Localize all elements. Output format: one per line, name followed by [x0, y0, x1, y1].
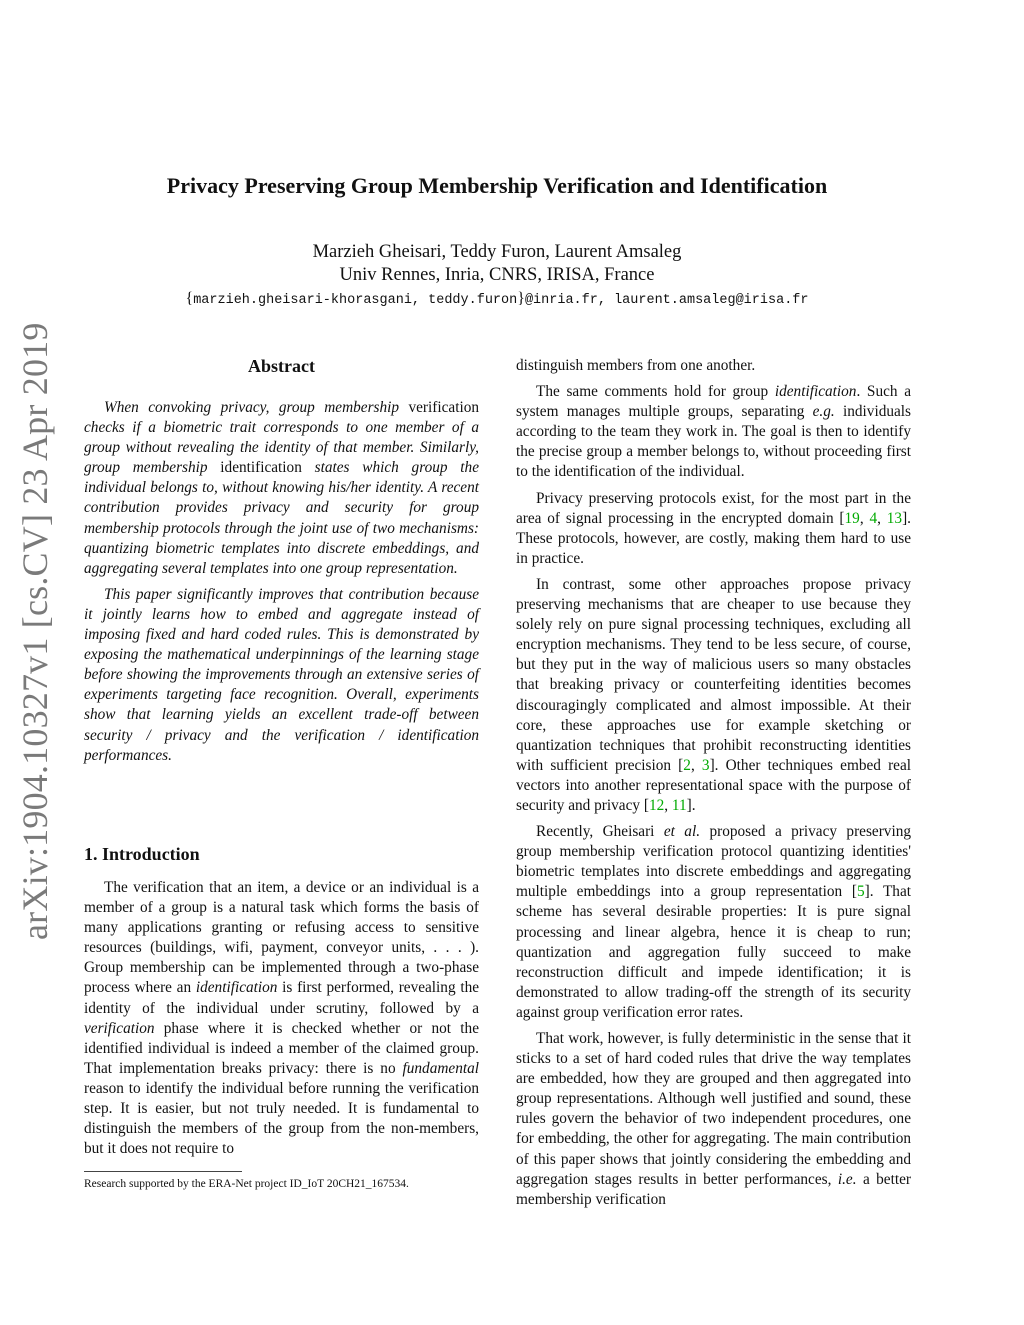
abstract-heading: Abstract	[248, 356, 315, 376]
affiliation: Univ Rennes, Inria, CNRS, IRISA, France	[339, 265, 655, 285]
email-group: marzieh.gheisari-khorasgani, teddy.furon	[193, 293, 518, 308]
email-brace-close: }	[517, 290, 525, 307]
right-column	[516, 356, 911, 1216]
arxiv-sidebar-stamp: arXiv:1904.10327v1 [cs.CV] 23 Apr 2019	[15, 322, 55, 940]
right-paragraph-1: The same comments hold for group identification. Such a system manages multiple groups, separating e.g. individuals according to the team they work in. The goal is then to identify the precise group a member belongs to, without proceeding first to the identification of the individual.	[516, 383, 911, 481]
citation-link[interactable]: 11	[671, 796, 687, 814]
citation-link[interactable]: 19	[844, 509, 860, 527]
abstract-paragraph-2: This paper significantly improves that contribution because it jointly learns how to embed and aggregate instead of imposing fixed and hard coded rules. This is demonstrated by exposing the mathematical underpinnings of the learning stage before showing the improvements through an extensive series of experiments targeting face recognition. Overall, experiments show that learning yields an excellent trade-off between security / privacy and the verification / identification performances.	[84, 585, 479, 764]
abstract-paragraph-1: When convoking privacy, group membership verification checks if a biometric trait corresponds to one member of a group without revealing the identity of that member. Similarly, group membership identification states which group the individual belongs to, without knowing his/her identity. A recent contribution provides privacy and security for group membership protocols through the joint use of two mechanisms: quantizing biometric templates into discrete embeddings, and aggregating several templates into one group representation.	[84, 399, 479, 577]
intro-paragraph-1: The verification that an item, a device or an individual is a member of a group is a natural task which forms the basis of many applications granting or refusing access to sensitive resources (buildings, wifi, payment, conveyor units, . . . ). Group membership can be implemented through a two-phase process where an identification is first performed, revealing the identity of the individual under scrutiny, followed by a verification phase where it is checked whether or not the identified individual is indeed a member of the claimed group. That implementation breaks privacy: there is no fundamental reason to identify the individual before running the verification step. It is easier, but not truly needed. It is fundamental to distinguish the members of the group from the non-members, but it does not require to	[84, 879, 480, 1158]
citation-link[interactable]: 12	[648, 796, 665, 814]
author-block	[60, 241, 934, 287]
citation-link[interactable]: 3	[701, 756, 710, 774]
paper-title: Privacy Preserving Group Membership Verification and Identification	[166, 173, 828, 198]
email-domain: @inria.fr,	[524, 293, 606, 308]
right-paragraph-4: Recently, Gheisari et al. proposed a privacy preserving group membership verification protocol quantizing identities' biometric templates into discrete embeddings and aggregating multiple embeddings into a group representation [5]. That scheme has several desirable properties: It is pure signal processing and linear algebra, hence it is cheap to run; quantization and aggregation fully succeed to make reconstruction difficult and impede identification; it is demonstrated to allow trading-off the strength of its security against group verification error rates.	[516, 823, 912, 1021]
author-emails[interactable]	[60, 290, 934, 308]
footnote-rule	[84, 1171, 242, 1172]
right-paragraph-0: distinguish members from one another.	[516, 357, 756, 374]
author-names: Marzieh Gheisari, Teddy Furon, Laurent Amsaleg	[312, 242, 682, 262]
section-heading-introduction: 1. Introduction	[84, 844, 200, 864]
citation-link[interactable]: 13	[886, 509, 903, 527]
citation-link[interactable]: 4	[869, 509, 878, 527]
citation-link[interactable]: 2	[683, 756, 691, 774]
citation-link[interactable]: 5	[856, 883, 865, 901]
introduction-body	[84, 878, 479, 1165]
right-paragraph-3: In contrast, some other approaches propose privacy preserving mechanisms that are cheaper to use because they solely rely on pure signal processing techniques, excluding all encryption mechanisms. They tend to be less secure, of course, but they put in the way of malicious users so many obstacles that breaking privacy or counterfeiting identities becomes discouragingly complicated and almost impossible. At their core, these approaches use for example sketching or quantization techniques that prohibit reconstructing identities with sufficient precision [2, 3]. Other techniques embed real vectors into another representational space with the purpose of security and privacy [12, 11].	[516, 575, 911, 814]
footnote: Research supported by the ERA-Net project ID_IoT 20CH21_167534.	[84, 1178, 409, 1190]
right-paragraph-5: That work, however, is fully deterministic in the sense that it sticks to a set of hard coded rules that drive the way templates are embedded, how they are grouped and then aggregated into group representations. Although well justified and sound, these rules govern the behavior of two independent procedures, one for embedding, the other for aggregating. The main contribution of this paper shows that jointly considering the embedding and aggregation stages results in better performances, i.e. a better membership verification	[516, 1030, 911, 1208]
email-second: laurent.amsaleg@irisa.fr	[614, 293, 809, 308]
abstract-body	[84, 398, 479, 772]
right-paragraph-2: Privacy preserving protocols exist, for the most part in the area of signal processing in the encrypted domain [19, 4, 13]. These protocols, however, are costly, making them hard to use in practice.	[516, 489, 911, 567]
email-brace-open: {	[185, 290, 194, 307]
